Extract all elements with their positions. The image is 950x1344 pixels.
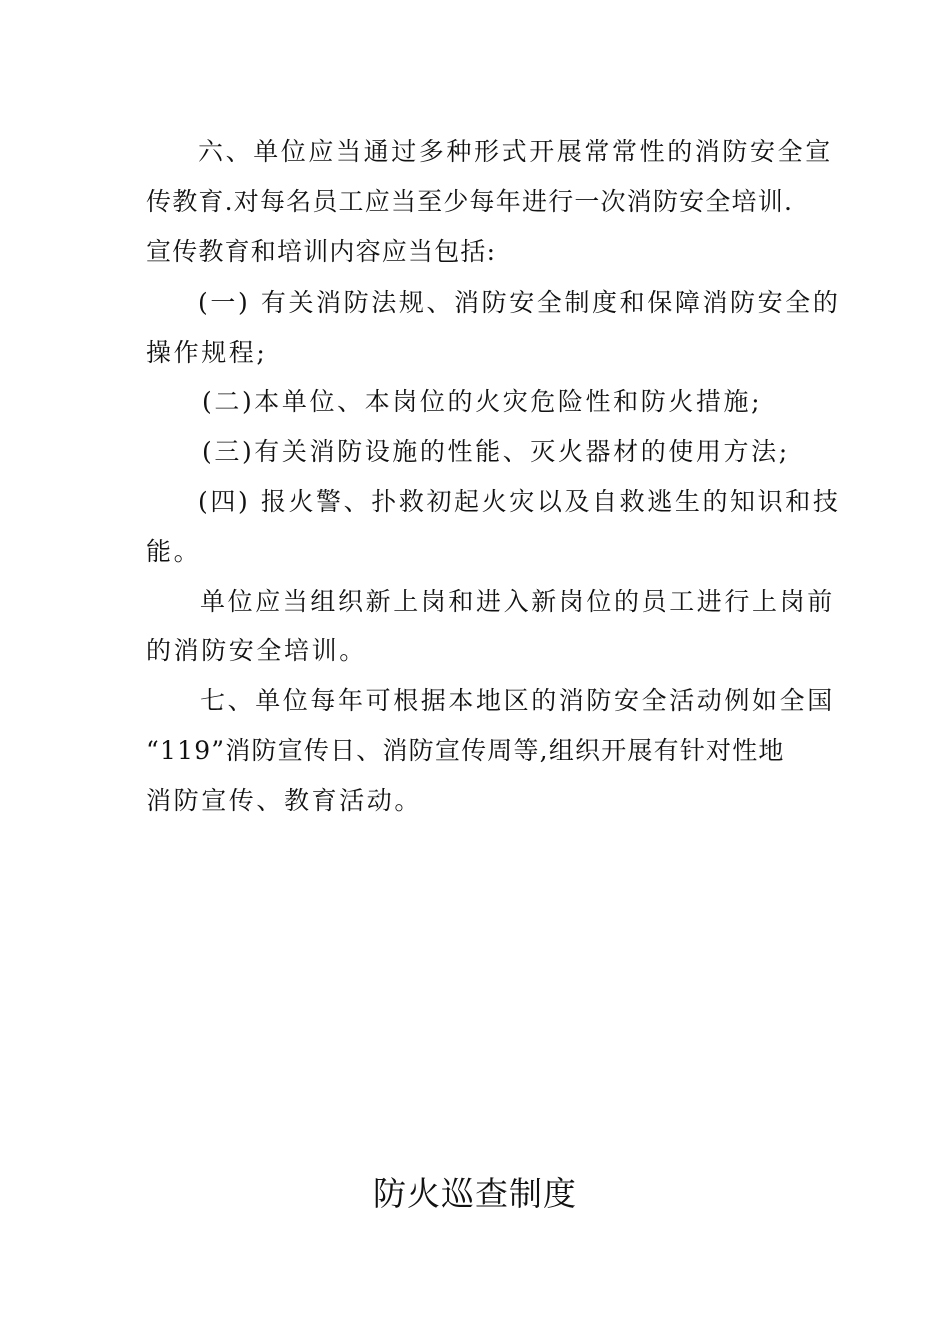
new-staff-line-1: 单位应当组织新上岗和进入新岗位的员工进行上岗前 <box>200 587 835 616</box>
sub-item-two: (二)本单位、本岗位的火灾危险性和防火措施; <box>202 387 763 416</box>
paragraph-six-line-1: 六、单位应当通过多种形式开展常常性的消防安全宣 <box>198 137 833 166</box>
sub-item-four-line-1: (四) 报火警、扑救初起火灾以及自救逃生的知识和技 <box>198 487 841 516</box>
section-title: 防火巡查制度 <box>373 1174 577 1213</box>
new-staff-line-2: 的消防安全培训。 <box>146 636 367 665</box>
sub-item-one-line-1: (一) 有关消防法规、消防安全制度和保障消防安全的 <box>198 288 841 317</box>
sub-item-one-line-2: 操作规程; <box>146 338 268 367</box>
paragraph-seven-line-3: 消防宣传、教育活动。 <box>146 786 423 815</box>
paragraph-six-line-2: 传教育.对每名员工应当至少每年进行一次消防安全培训. <box>146 187 794 216</box>
sub-item-three: (三)有关消防设施的性能、灭火器材的使用方法; <box>202 437 790 466</box>
paragraph-seven-line-2: “119”消防宣传日、消防宣传周等,组织开展有针对性地 <box>146 736 785 765</box>
paragraph-six-line-3: 宣传教育和培训内容应当包括: <box>146 237 497 266</box>
sub-item-four-line-2: 能。 <box>146 537 202 566</box>
paragraph-seven-line-1: 七、单位每年可根据本地区的消防安全活动例如全国 <box>200 686 835 715</box>
